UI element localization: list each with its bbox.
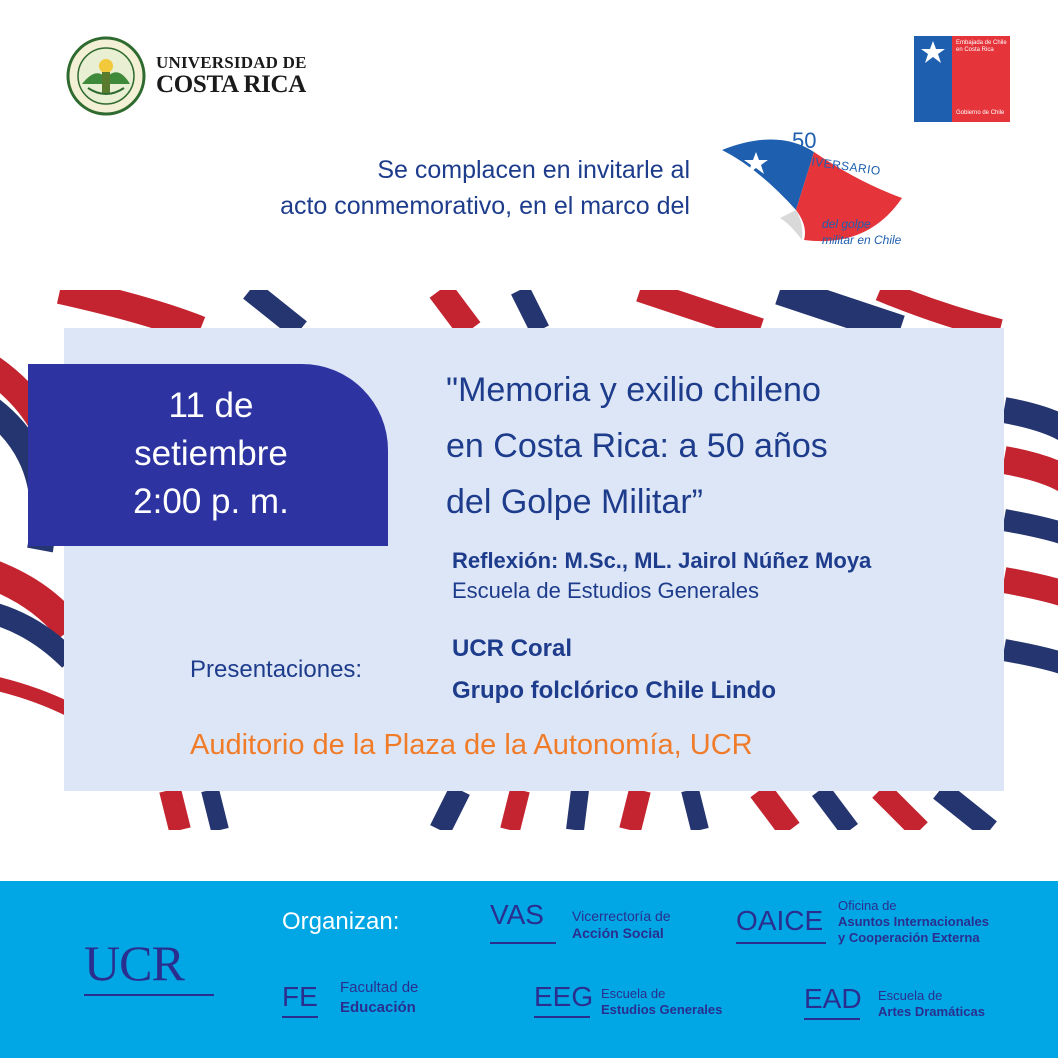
anniversary-sub2: militar en Chile [822, 233, 902, 247]
org-line-bold: Educación [340, 999, 416, 1016]
title-line1: "Memoria y exilio chileno [446, 371, 821, 409]
embassy-text: Embajada de Chile en Costa Rica [956, 40, 1007, 53]
org-line-bold: Asuntos Internacionales [838, 914, 989, 929]
org-line-bold: Acción Social [572, 925, 664, 941]
date-line1: 11 de [168, 386, 254, 425]
org-acronym-eeg: EEG [534, 981, 594, 1012]
ucr-logo-text [156, 54, 307, 98]
org-name-ead [878, 988, 985, 1020]
presentations-label: Presentaciones: [190, 656, 363, 683]
speaker: Reflexión: M.Sc., ML. Jairol Núñez Moya [452, 548, 872, 573]
org-acronym-fe: FE [282, 981, 318, 1012]
org-line: Facultad de [340, 979, 419, 996]
ucr-seal-logo [66, 36, 146, 116]
org-line: Vicerrectoría de [572, 908, 671, 924]
title-line3: del Golpe Militar” [446, 483, 703, 521]
org-underline [534, 1016, 590, 1018]
presentation-item: Grupo folclórico Chile Lindo [452, 677, 776, 704]
date-line2: setiembre [134, 434, 288, 473]
invitation-line1: Se complacen en invitarle al [377, 156, 690, 184]
org-name-vas [572, 908, 671, 942]
org-line: Oficina de [838, 898, 897, 913]
anniversary-sub1: del golpe [822, 217, 871, 231]
event-title [446, 362, 966, 530]
event-time: 2:00 p. m. [133, 482, 289, 521]
org-underline [736, 942, 826, 944]
invitation-line2: acto conmemorativo, en el marco del [280, 192, 690, 220]
invitation-text [110, 152, 690, 224]
ucr-footer-underline [84, 994, 214, 996]
event-date-time [28, 382, 394, 526]
org-name-fe [340, 978, 418, 1018]
org-line-bold: y Cooperación Externa [838, 930, 980, 945]
embassy-chile-logo [914, 36, 1010, 122]
org-acronym-ead: EAD [804, 983, 862, 1014]
anniversary-subtitle [822, 216, 901, 248]
ucr-logo-line2: COSTA RICA [156, 71, 307, 98]
chile-shield-icon [918, 39, 948, 65]
org-underline [804, 1018, 860, 1020]
org-line: Escuela de [878, 988, 943, 1003]
org-name-eeg [601, 986, 722, 1018]
anniversary-number: 50 [792, 128, 817, 153]
org-acronym-vas: VAS [490, 899, 544, 930]
org-underline [490, 942, 556, 944]
ucr-logo-line1: UNIVERSIDAD DE [156, 53, 307, 72]
org-name-oaice [838, 898, 989, 946]
org-acronym-oaice: OAICE [736, 905, 824, 936]
embassy-gov-text: Gobierno de Chile [956, 110, 1005, 116]
org-underline [282, 1016, 318, 1018]
title-line2: en Costa Rica: a 50 años [446, 427, 828, 465]
presentation-item: UCR Coral [452, 635, 573, 662]
event-venue: Auditorio de la Plaza de la Autonomía, UCR [190, 729, 753, 761]
org-line-bold: Estudios Generales [601, 1002, 723, 1017]
ucr-footer-logo: UCR [84, 935, 184, 991]
organizers-label: Organizan: [282, 908, 400, 935]
speaker-school: Escuela de Estudios Generales [452, 578, 759, 603]
org-line-bold: Artes Dramáticas [878, 1004, 985, 1019]
org-line: Escuela de [601, 986, 666, 1001]
anniversary-word: ANIVERSARIO [793, 152, 882, 179]
